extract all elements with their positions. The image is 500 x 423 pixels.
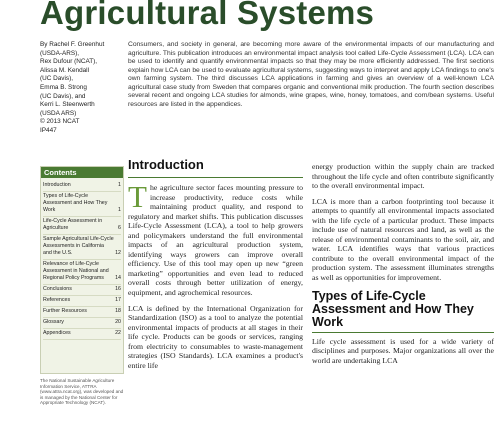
document-title: Agricultural Systems <box>40 0 375 31</box>
byline-line: Kerri L. Steenwerth <box>40 101 95 109</box>
toc-item-title: Conclusions <box>43 286 72 292</box>
toc-item-page: 12 <box>115 250 121 256</box>
contents-heading: Contents <box>41 167 123 178</box>
toc-item-title: References <box>43 297 71 303</box>
byline-line: By Rachel F. Greenhut <box>40 41 105 48</box>
contents-box <box>40 166 124 374</box>
toc-item-page: 1 <box>118 182 121 188</box>
intro-paragraph-1 <box>128 179 303 298</box>
drop-cap: T <box>128 179 147 214</box>
intro-paragraph-2: LCA is defined by the International Organization for Standardization (ISO) as a tool to analyze the potential environmental impacts of products at all stages in their life cycle. Products can be goods or services, ranging from electricity to consumables to waste-management strategies (ISO Standards). LCA examines a product's entire life <box>128 303 303 370</box>
publication-id: IP447 <box>40 126 57 134</box>
byline-line: (USDA ARS) <box>40 109 77 117</box>
toc-item-relevance-policy[interactable] <box>43 260 121 285</box>
toc-item-page: 17 <box>115 297 121 303</box>
contents-list <box>41 178 123 340</box>
toc-item-lca-in-agriculture[interactable] <box>43 217 121 235</box>
types-of-lca-heading: Types of Life-Cycle Assessment and How They Work <box>312 290 494 333</box>
toc-item-page: 18 <box>115 308 121 314</box>
toc-item-glossary[interactable] <box>43 318 121 329</box>
toc-item-sample-lcas[interactable] <box>43 235 121 260</box>
body-paragraph-1: energy production within the supply chain are tracked throughout the life cycle and often contribute significantly to the overall environmental impact. <box>312 162 494 191</box>
toc-item-title: Types of Life-Cycle Assessment and How They Work <box>43 193 108 213</box>
introduction-heading: Introduction <box>128 157 303 178</box>
copyright-line: © 2013 NCAT <box>40 118 80 126</box>
body-column-right <box>312 162 494 423</box>
author-byline <box>40 41 124 136</box>
toc-item-title: Appendices <box>43 330 71 336</box>
toc-item-title: Life-Cycle Assessment in Agriculture <box>43 218 103 231</box>
toc-item-references[interactable] <box>43 296 121 307</box>
toc-item-page: 6 <box>118 225 121 231</box>
body-paragraph-2: LCA is more than a carbon footprinting tool because it attempts to quantify all environmental impacts associated with the life cycle of a particular product. These impacts include use of natural resources and land, as well as the release of environmental contaminants to the soil, air, and water. LCA identifies ways that various practices contribute to the overall environmental impact of the production system. The assessment illuminates strengths as well as opportunities for improvement. <box>312 196 494 283</box>
byline-line: Rex Dufour (NCAT), <box>40 58 98 66</box>
abstract-paragraph: Consumers, and society in general, are becoming more aware of the environmental impacts of our manufacturing and agriculture. This publication introduces an environmental impact analysis tool called Life-Cycle Assessment (LCA). LCA can be used to identify and quantify environmental impacts so that they may be more efficiently addressed. The first sections explain how LCA can be used to evaluate agricultural systems, suggesting ways to interpret and apply LCA findings to one's own farming system. The third discusses LCA applications in farming and gives an overview of a well-known LCA agricultural case study from Sweden that compares organic and conventional milk production. The fourth section describes several recent and ongoing LCA studies for almonds, wine grapes, wine, honey, tomatoes, and corn/bean systems. Useful resources are listed in the appendices. <box>128 41 494 108</box>
byline-line: (USDA-ARS), <box>40 49 80 57</box>
byline-line: (UC Davis), <box>40 75 74 83</box>
toc-item-title: Glossary <box>43 319 64 325</box>
toc-item-title: Relevance of Life-Cycle Assessment in National and Regional Policy Programs <box>43 261 109 281</box>
byline-line: Alissa M. Kendall <box>40 66 90 74</box>
toc-item-page: 20 <box>115 319 121 325</box>
toc-item-page: 22 <box>115 330 121 336</box>
body-column-left <box>128 157 303 423</box>
byline-line: (UC Davis), and <box>40 92 86 100</box>
intro-paragraph-1-text: he agriculture sector faces mounting pressure to increase productivity, reduce costs while maintaining product quality, and respond to regulatory and market shifts. This publication discusses Life-Cycle Assessment (LCA), a tool to help growers and policymakers understand the full environmental impacts of an agricultural production system, identifying ways growers can improve overall efficiency. Use of this tool may open up new “green marketing” opportunities and even lead to reduced overall costs through better utilization of energy, equipment, and agrochemical resources. <box>128 183 303 298</box>
toc-item-further-resources[interactable] <box>43 307 121 318</box>
toc-item-types-of-lca[interactable] <box>43 192 121 217</box>
toc-item-conclusions[interactable] <box>43 285 121 296</box>
toc-item-title: Further Resources <box>43 308 87 314</box>
toc-item-introduction[interactable] <box>43 181 121 192</box>
attra-footer-note: The National Sustainable Agriculture Information Service, ATTRA (www.attra.ncat.org), was developed and is managed by the National Center for Appropriate Technology (NCAT). <box>40 378 124 406</box>
toc-item-title: Introduction <box>43 182 71 188</box>
toc-item-title: Sample Agricultural Life-Cycle Assessments in California and the U.S. <box>43 236 114 256</box>
toc-item-page: 14 <box>115 275 121 281</box>
byline-line: Emma B. Strong <box>40 83 87 91</box>
toc-item-page: 16 <box>115 286 121 292</box>
body-paragraph-3: Life cycle assessment is used for a wide variety of disciplines and purposes. Major organizations all over the world are undertaking LCA <box>312 336 494 365</box>
toc-item-appendices[interactable] <box>43 329 121 340</box>
toc-item-page: 1 <box>118 207 121 213</box>
